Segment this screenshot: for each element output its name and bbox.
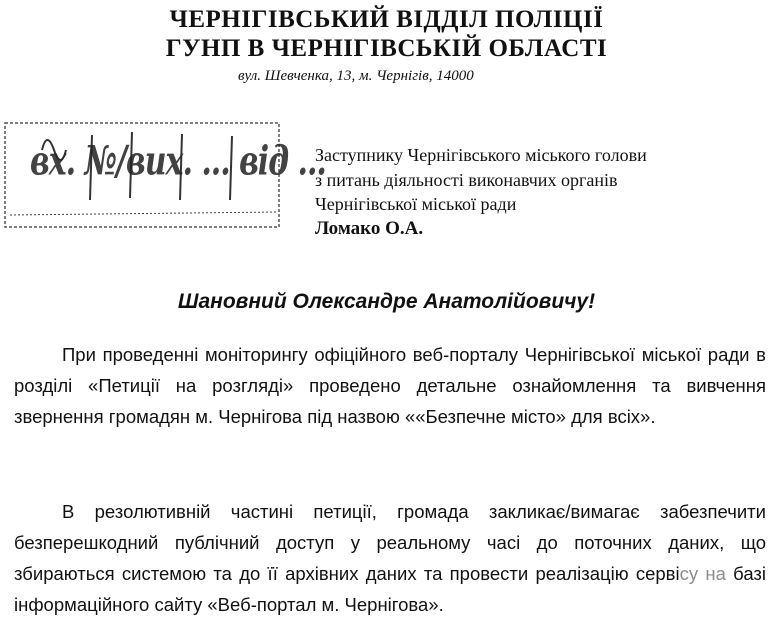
addressee-line3: Чернігівської міської ради <box>315 194 517 214</box>
addressee-block <box>315 143 765 241</box>
registration-stamp <box>2 120 326 230</box>
org-address: вул. Шевченка, 13, м. Чернігів, 14000 <box>238 68 474 84</box>
org-title-line2: ГУНП В ЧЕРНІГІВСЬКІЙ ОБЛАСТІ <box>165 35 608 62</box>
addressee-line2: з питань діяльності виконавчих органів <box>315 169 618 190</box>
body-paragraph-1 <box>14 339 766 432</box>
paragraph-2-faint-text: су на <box>679 563 726 584</box>
paragraph-2-text: В резолютивній частині петиції, громада закликає/вимагає забезпечити безперешкодний публічний доступ у реальному часі до поточних даних, що збираються системою та до її архівних даних та провести реалізацію серві <box>14 501 766 584</box>
org-title-line1: ЧЕРНІГІВСЬКИЙ ВІДДІЛ ПОЛІЦІЇ <box>169 6 604 33</box>
addressee-name: Ломако О.А. <box>315 217 424 239</box>
body-paragraph-2 <box>14 496 766 620</box>
paragraph-1-text: При проведенні моніторингу офіційного веб-порталу Чернігівської міської ради в розділі «Петиції на розгляді» проведено детальне ознайомлення та вивчення звернення громадян м. Чернігова під назвою ««Безпечне місто» для всіх». <box>14 344 766 427</box>
addressee-line1: Заступнику Чернігівського міського голови <box>315 145 647 165</box>
stamp-handwriting: вх. №/вих. ... від ... <box>30 138 326 186</box>
paragraph-2-end-text: базі інформаційного сайту «Веб-портал м. Чернігова». <box>14 563 766 615</box>
salutation: Шановний Олександре Анатолійовичу! <box>177 290 596 313</box>
